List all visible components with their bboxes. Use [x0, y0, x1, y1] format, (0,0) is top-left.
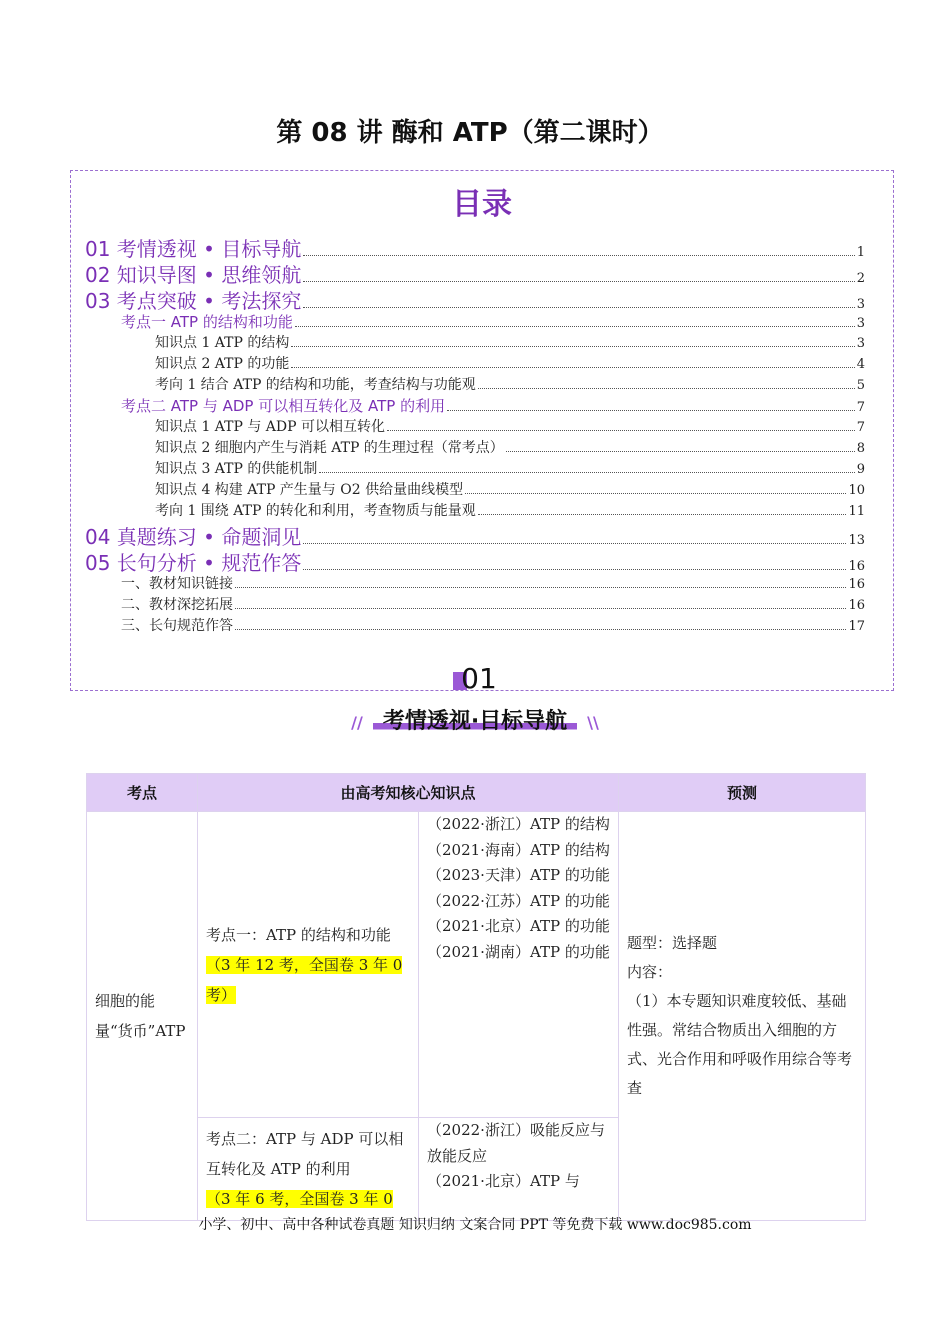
exam-item: （2023·天津）ATP 的功能	[427, 866, 610, 884]
toc-entry-page: 11	[848, 504, 865, 519]
toc-entry-page: 9	[856, 462, 865, 477]
toc-entry-label: 考向 1 结合 ATP 的结构和功能，考查结构与功能观	[155, 377, 476, 393]
toc-entry-label: 04 真题练习 • 命题洞见	[85, 525, 302, 549]
toc-entry-label: 二、教材深挖拓展	[121, 597, 233, 613]
prediction-type: 题型：选择题	[627, 934, 718, 952]
table-header-topic: 考点	[87, 774, 198, 812]
toc-entry[interactable]	[85, 285, 865, 311]
toc-entry[interactable]	[85, 311, 865, 332]
toc-entry-page: 16	[848, 577, 865, 592]
toc-heading: 目录	[452, 187, 512, 222]
exam-point-2-items	[419, 1118, 619, 1221]
toc-entry-page: 3	[856, 297, 865, 312]
highlight-stat: （3 年 12 考，全国卷 3 年 0 考）	[206, 955, 403, 1004]
toc-entry[interactable]	[85, 259, 865, 285]
exam-point-1	[198, 812, 419, 1118]
toc-entry-page: 16	[848, 559, 865, 574]
highlight-stat: （3 年 6 考，全国卷 3 年 0	[206, 1190, 393, 1208]
toc-entry[interactable]	[85, 458, 865, 479]
toc-entry-page: 3	[856, 336, 865, 351]
toc-entry-label: 01 考情透视 • 目标导航	[85, 237, 302, 261]
toc-entry[interactable]	[85, 500, 865, 521]
toc-entry-page: 10	[848, 483, 865, 498]
toc-entry[interactable]	[85, 416, 865, 437]
exam-item: （2022·浙江）ATP 的结构	[427, 815, 610, 833]
table-header-knowledge: 由高考知核心知识点	[198, 774, 619, 812]
toc-entry[interactable]	[85, 615, 865, 636]
toc-entry-label: 三、长句规范作答	[121, 618, 233, 634]
toc-entry-label: 知识点 4 构建 ATP 产生量与 O2 供给量曲线模型	[155, 482, 464, 498]
toc-entry-label: 考向 1 围绕 ATP 的转化和利用，考查物质与能量观	[155, 503, 476, 519]
slash-decoration-left: //	[351, 713, 363, 732]
exam-point-1-items	[419, 812, 619, 1118]
exam-point-1-stat	[206, 950, 410, 1010]
table-of-contents	[70, 170, 894, 691]
toc-entry-label: 知识点 2 细胞内产生与消耗 ATP 的生理过程（常考点）	[155, 440, 504, 456]
toc-entry[interactable]	[85, 374, 865, 395]
toc-entry-label: 知识点 1 ATP 的结构	[155, 335, 290, 351]
toc-entry-label: 知识点 2 ATP 的功能	[155, 356, 290, 372]
exam-item: （2021·湖南）ATP 的功能	[427, 942, 610, 961]
toc-entry[interactable]	[85, 479, 865, 500]
section-title	[0, 704, 950, 735]
toc-entry-label: 一、教材知识链接	[121, 576, 233, 592]
toc-entry-page: 7	[856, 420, 865, 435]
toc-entry[interactable]	[85, 547, 865, 573]
toc-entry-page: 17	[848, 619, 865, 634]
toc-entry-label: 02 知识导图 • 思维领航	[85, 263, 302, 287]
toc-entry[interactable]	[85, 573, 865, 594]
table-header-prediction: 预测	[619, 774, 866, 812]
exam-item: （2021·北京）ATP 与	[427, 1172, 580, 1190]
exam-item: （2021·北京）ATP 的功能	[427, 917, 610, 935]
toc-entry[interactable]	[85, 233, 865, 259]
topic-text: 细胞的能量“货币”ATP	[95, 992, 186, 1040]
toc-entry[interactable]	[85, 521, 865, 547]
toc-entry-page: 3	[856, 316, 865, 331]
toc-entry[interactable]	[85, 395, 865, 416]
exam-item: （2022·浙江）吸能反应与放能反应	[427, 1121, 605, 1165]
slash-decoration-right: \\	[587, 713, 599, 732]
section-number-text: 01	[461, 662, 497, 695]
exam-analysis-table	[86, 773, 866, 1221]
toc-entry[interactable]	[85, 353, 865, 374]
section-title-text: 考情透视·目标导航	[373, 704, 577, 735]
toc-entry-label: 考点二 ATP 与 ADP 可以相互转化及 ATP 的利用	[121, 397, 446, 415]
toc-entry-page: 4	[856, 357, 865, 372]
prediction-cell	[619, 812, 866, 1221]
section-number	[0, 662, 950, 695]
exam-item: （2021·海南）ATP 的结构	[427, 840, 610, 859]
toc-list	[85, 233, 865, 636]
toc-entry-page: 2	[856, 271, 865, 286]
exam-point-1-text: 考点一：ATP 的结构和功能	[206, 925, 391, 944]
toc-entry[interactable]	[85, 594, 865, 615]
toc-entry-label: 考点一 ATP 的结构和功能	[121, 313, 293, 331]
toc-entry[interactable]	[85, 332, 865, 353]
toc-entry-page: 5	[856, 378, 865, 393]
page-footer: 小学、初中、高中各种试卷真题 知识归纳 文案合同 PPT 等免费下载 www.doc985.com	[198, 1217, 752, 1233]
toc-entry-page: 1	[856, 245, 865, 260]
toc-entry-page: 7	[856, 400, 865, 415]
exam-item: （2022·江苏）ATP 的功能	[427, 891, 610, 910]
prediction-content-label: 内容：	[627, 963, 673, 981]
toc-entry-page: 8	[856, 441, 865, 456]
exam-point-2-text: 考点二：ATP 与 ADP 可以相互转化及 ATP 的利用	[206, 1130, 404, 1178]
page-title: 第 08 讲 酶和 ATP（第二课时）	[276, 118, 664, 148]
topic-cell	[87, 812, 198, 1221]
prediction-content: （1）本专题知识难度较低、基础性强。常结合物质出入细胞的方式、光合作用和呼吸作用综合等考查	[627, 992, 853, 1097]
toc-entry-label: 知识点 3 ATP 的供能机制	[155, 461, 318, 477]
toc-entry-label: 05 长句分析 • 规范作答	[85, 551, 302, 575]
toc-entry-label: 03 考点突破 • 考法探究	[85, 289, 302, 313]
toc-entry-page: 13	[848, 533, 865, 548]
toc-entry[interactable]	[85, 437, 865, 458]
exam-point-2-stat	[206, 1184, 410, 1214]
toc-entry-page: 16	[848, 598, 865, 613]
toc-entry-label: 知识点 1 ATP 与 ADP 可以相互转化	[155, 419, 386, 435]
exam-point-2	[198, 1118, 419, 1221]
